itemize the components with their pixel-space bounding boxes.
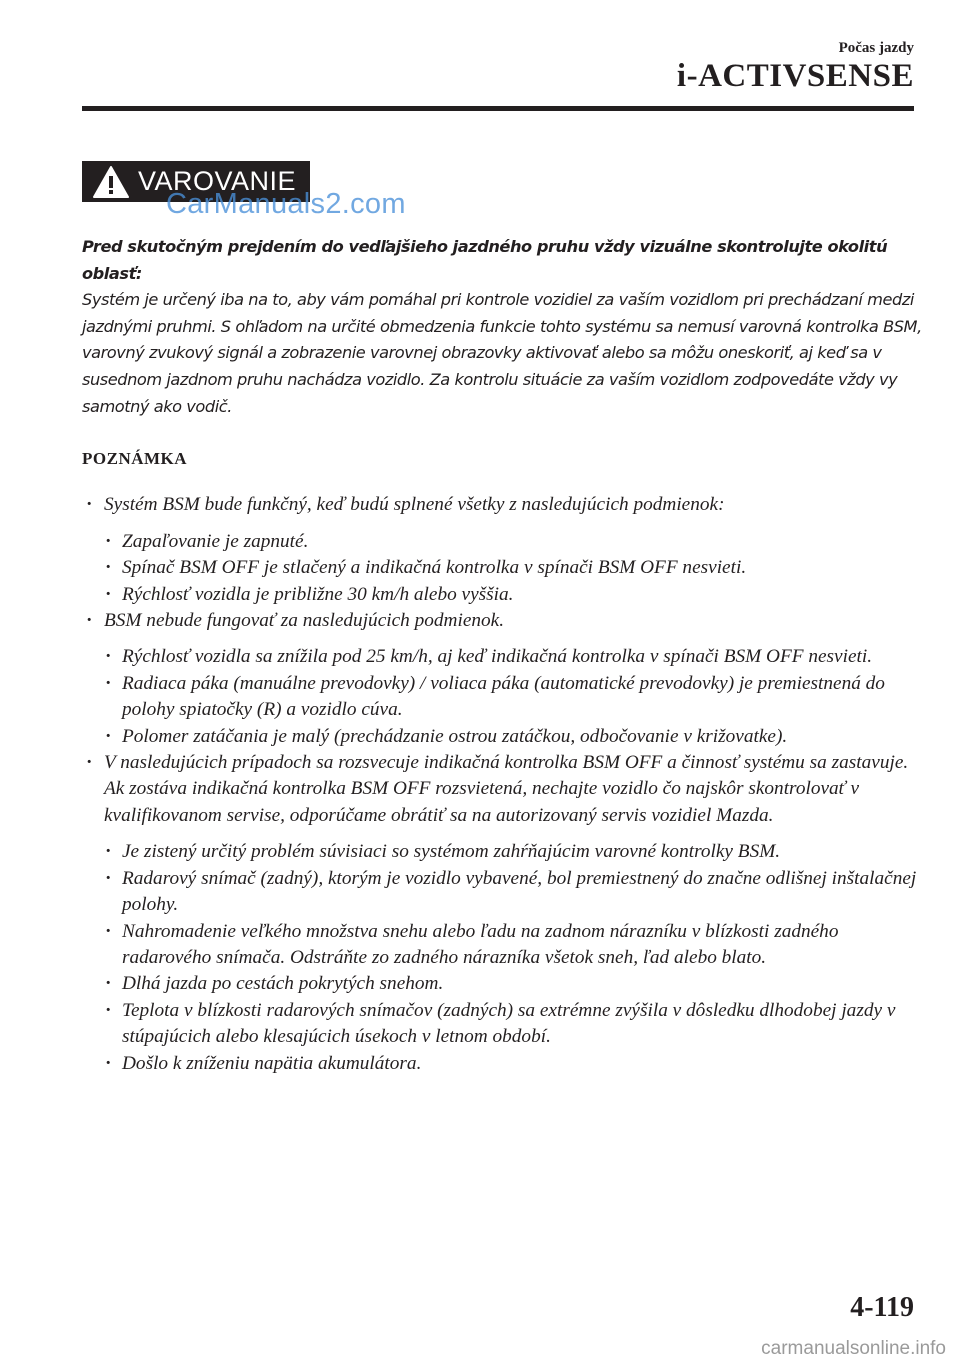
warning-triangle-icon (92, 165, 130, 199)
note-sublist (82, 839, 922, 1077)
note-subitem: · Radiaca páka (manuálne prevodovky) / voliaca páka (automatické prevodovky) je premiestnená do polohy spiatočky (R) a vozidlo cúva. (82, 671, 922, 724)
note-subitem: · Rýchlosť vozidla sa znížila pod 25 km/h, aj keď indikačná kontrolka v spínači BSM OFF nesvieti. (82, 644, 922, 670)
note-subitem: · Radarový snímač (zadný), ktorým je vozidlo vybavené, bol premiestnený do značne odlišnej inštalačnej polohy. (82, 866, 922, 919)
note-subitem: · Nahromadenie veľkého množstva snehu alebo ľadu na zadnom nárazníku v blízkosti zadného radarového snímača. Odstráňte zo zadného nárazníka všetok sneh, ľad alebo blato. (82, 919, 922, 972)
warning-body: Systém je určený iba na to, aby vám pomáhal pri kontrole vozidiel za vaším vozidlom pri prechádzaní medzi jazdnými pruhmi. S ohľadom na určité obmedzenia funkcie tohto systému sa nemusí varovná kontrolka BSM, varovný zvukový signál a zobrazenie varovnej obrazovky aktivovať alebo sa môžu oneskoriť, aj keď sa v susednom jazdnom pruhu nachádza vozidlo. Za kontrolu situácie za vaším vozidlom zodpovedáte vždy vy samotný ako vodič. (82, 290, 922, 416)
note-subitem: · Došlo k zníženiu napätia akumulátora. (82, 1051, 922, 1077)
warning-text (82, 234, 922, 420)
note-subitem: · Rýchlosť vozidla je približne 30 km/h alebo vyššia. (82, 582, 922, 608)
note-subitem: · Dlhá jazda po cestách pokrytých snehom. (82, 971, 922, 997)
note-subitem: · Spínač BSM OFF je stlačený a indikačná kontrolka v spínači BSM OFF nesvieti. (82, 555, 922, 581)
warning-lead: Pred skutočným prejdením do vedľajšieho jazdného pruhu vždy vizuálne skontrolujte okolitú oblasť: (82, 237, 888, 283)
note-subitem: · Je zistený určitý problém súvisiaci so systémom zahŕňajúcim varovné kontrolky BSM. (82, 839, 922, 865)
note-sublist (82, 529, 922, 608)
note-title: POZNÁMKA (82, 449, 188, 468)
warning-label: VAROVANIE (138, 166, 297, 196)
note-subitem: · Teplota v blízkosti radarových snímačov (zadných) sa extrémne zvýšila v dôsledku dlhodobej jazdy v stúpajúcich alebo klesajúcich úsekoch v letnom období. (82, 998, 922, 1051)
note-item: · V nasledujúcich prípadoch sa rozsvecuje indikačná kontrolka BSM OFF a činnosť systému sa zastavuje. Ak zostáva indikačná kontrolka BSM OFF rozsvietená, nechajte vozidlo čo najskôr skontrolovať v kvalifikovanom servise, odporúčame obrátiť sa na autorizovaný servis vozidiel Mazda. (82, 750, 922, 829)
section-title: Počas jazdy (838, 40, 914, 56)
note-section (82, 446, 922, 1077)
chapter-title: i-ACTIVSENSE (676, 58, 914, 94)
note-item: · BSM nebude fungovať za nasledujúcich podmienok. (82, 608, 922, 634)
note-subitem: · Zapaľovanie je zapnuté. (82, 529, 922, 555)
footer-watermark: carmanualsonline.info (761, 1338, 946, 1359)
note-sublist (82, 644, 922, 750)
header-rule (82, 106, 914, 111)
page-number: 4-119 (850, 1292, 914, 1323)
watermark: CarManuals2.com (166, 188, 406, 220)
note-item: · Systém BSM bude funkčný, keď budú splnené všetky z nasledujúcich podmienok: (82, 492, 922, 518)
note-subitem: · Polomer zatáčania je malý (prechádzanie ostrou zatáčkou, odbočovanie v križovatke). (82, 724, 922, 750)
